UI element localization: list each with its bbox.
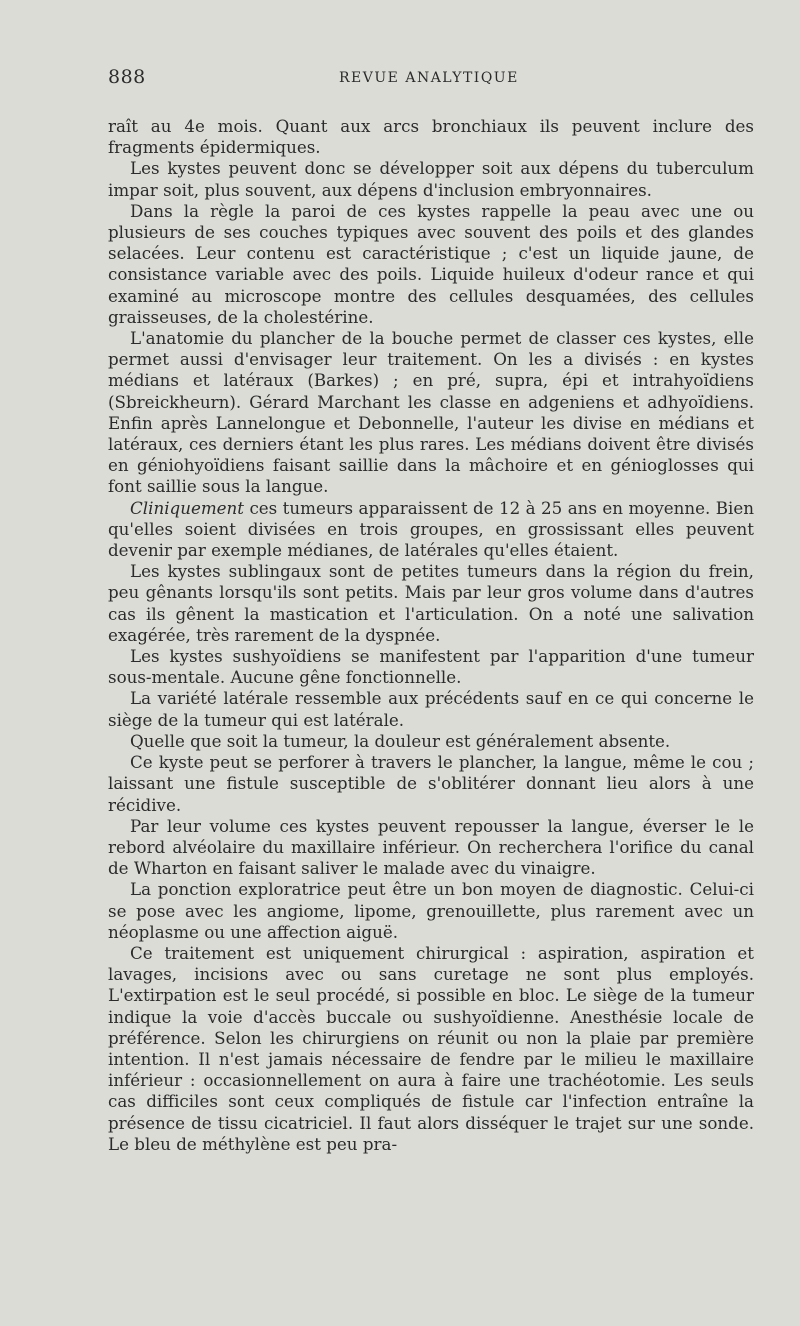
paragraph: Ce kyste peut se perforer à travers le plancher, la langue, même le cou ; laissant une fistule susceptible de s'oblitérer donnant lieu alors à une récidive. (108, 752, 754, 815)
paragraph: raît au 4e mois. Quant aux arcs bronchiaux ils peuvent inclure des fragments épidermiques. (108, 116, 754, 158)
paragraph: Dans la règle la paroi de ces kystes rappelle la peau avec une ou plusieurs de ses couches typiques avec souvent des poils et des glandes selacées. Leur contenu est caractéristique ; c'est un liquide jaune, de consistance variable avec des poils. Liquide huileux d'odeur rance et qui examiné au microscope montre des cellules desquamées, des cellules graisseuses, de la cholestérine. (108, 200, 754, 327)
paragraph: Les kystes peuvent donc se développer soit aux dépens du tuberculum impar soit, plus souvent, aux dépens d'inclusion embryonnaires. (108, 158, 754, 200)
paragraph: Quelle que soit la tumeur, la douleur est généralement absente. (130, 730, 671, 751)
paragraph (108, 498, 754, 562)
page-number: 888 (108, 66, 146, 88)
paragraph: Les kystes sushyoïdiens se manifestent par l'apparition d'une tumeur sous-mentale. Aucune gêne fonctionnelle. (108, 646, 754, 688)
paragraph: La ponction exploratrice peut être un bon moyen de diagnostic. Celui-ci se pose avec les angiome, lipome, grenouillette, plus rarement avec un néoplasme ou une affection aiguë. (108, 879, 754, 942)
paragraph: Les kystes sublingaux sont de petites tumeurs dans la région du frein, peu gênants lorsqu'ils sont petits. Mais par leur gros volume dans d'autres cas ils gênent la mastication et l'articulation. On a noté une salivation exagérée, très rarement de la dyspnée. (108, 561, 754, 645)
paragraph: La variété latérale ressemble aux précédents sauf en ce qui concerne le siège de la tumeur qui est latérale. (108, 688, 754, 730)
paragraph: Ce traitement est uniquement chirurgical : aspiration, aspiration et lavages, incisions avec ou sans curetage ne sont plus employés. L'extirpation est le seul procédé, si possible en bloc. Le siège de la tumeur indique la voie d'accès buccale ou sushyoïdienne. Anesthésie locale de préférence. Selon les chirurgiens on réunit ou non la plaie par première intention. Il n'est jamais nécessaire de fendre par le milieu le maxillaire inférieur : occasionnellement on aura à faire une trachéotomie. Les seuls cas difficiles sont ceux compliqués de fistule car l'infection entraîne la présence de tissu cicatriciel. Il faut alors disséquer le trajet sur une sonde. Le bleu de méthylène est peu pra- (108, 942, 754, 1154)
running-title: REVUE ANALYTIQUE (339, 70, 519, 86)
italic-lead: Cliniquement (130, 497, 244, 518)
body-text (108, 116, 754, 1155)
paragraph: Par leur volume ces kystes peuvent repousser la langue, éverser le le rebord alvéolaire du maxillaire inférieur. On recherchera l'orifice du canal de Wharton en faisant saliver le malade avec du vinaigre. (108, 815, 754, 879)
paragraph-text: ces tumeurs apparaissent de 12 à 25 ans en moyenne. Bien qu'elles soient divisées en trois groupes, en grossissant elles peuvent devenir par exemple médianes, de latérales qu'elles étaient. (108, 497, 754, 561)
paragraph: L'anatomie du plancher de la bouche permet de classer ces kystes, elle permet aussi d'envisager leur traitement. On les a divisés : en kystes médians et latéraux (Barkes) ; en pré, supra, épi et intrahyoïdiens (Sbreickheurn). Gérard Marchant les classe en adgeniens et adhyoïdiens. Enfin après Lannelongue et Debonnelle, l'auteur les divise en médians et latéraux, ces derniers étant les plus rares. Les médians doivent être divisés en géniohyoïdiens faisant saillie dans la mâchoire et en génioglosses qui font saillie sous la langue. (108, 328, 754, 497)
page-header (108, 66, 758, 96)
